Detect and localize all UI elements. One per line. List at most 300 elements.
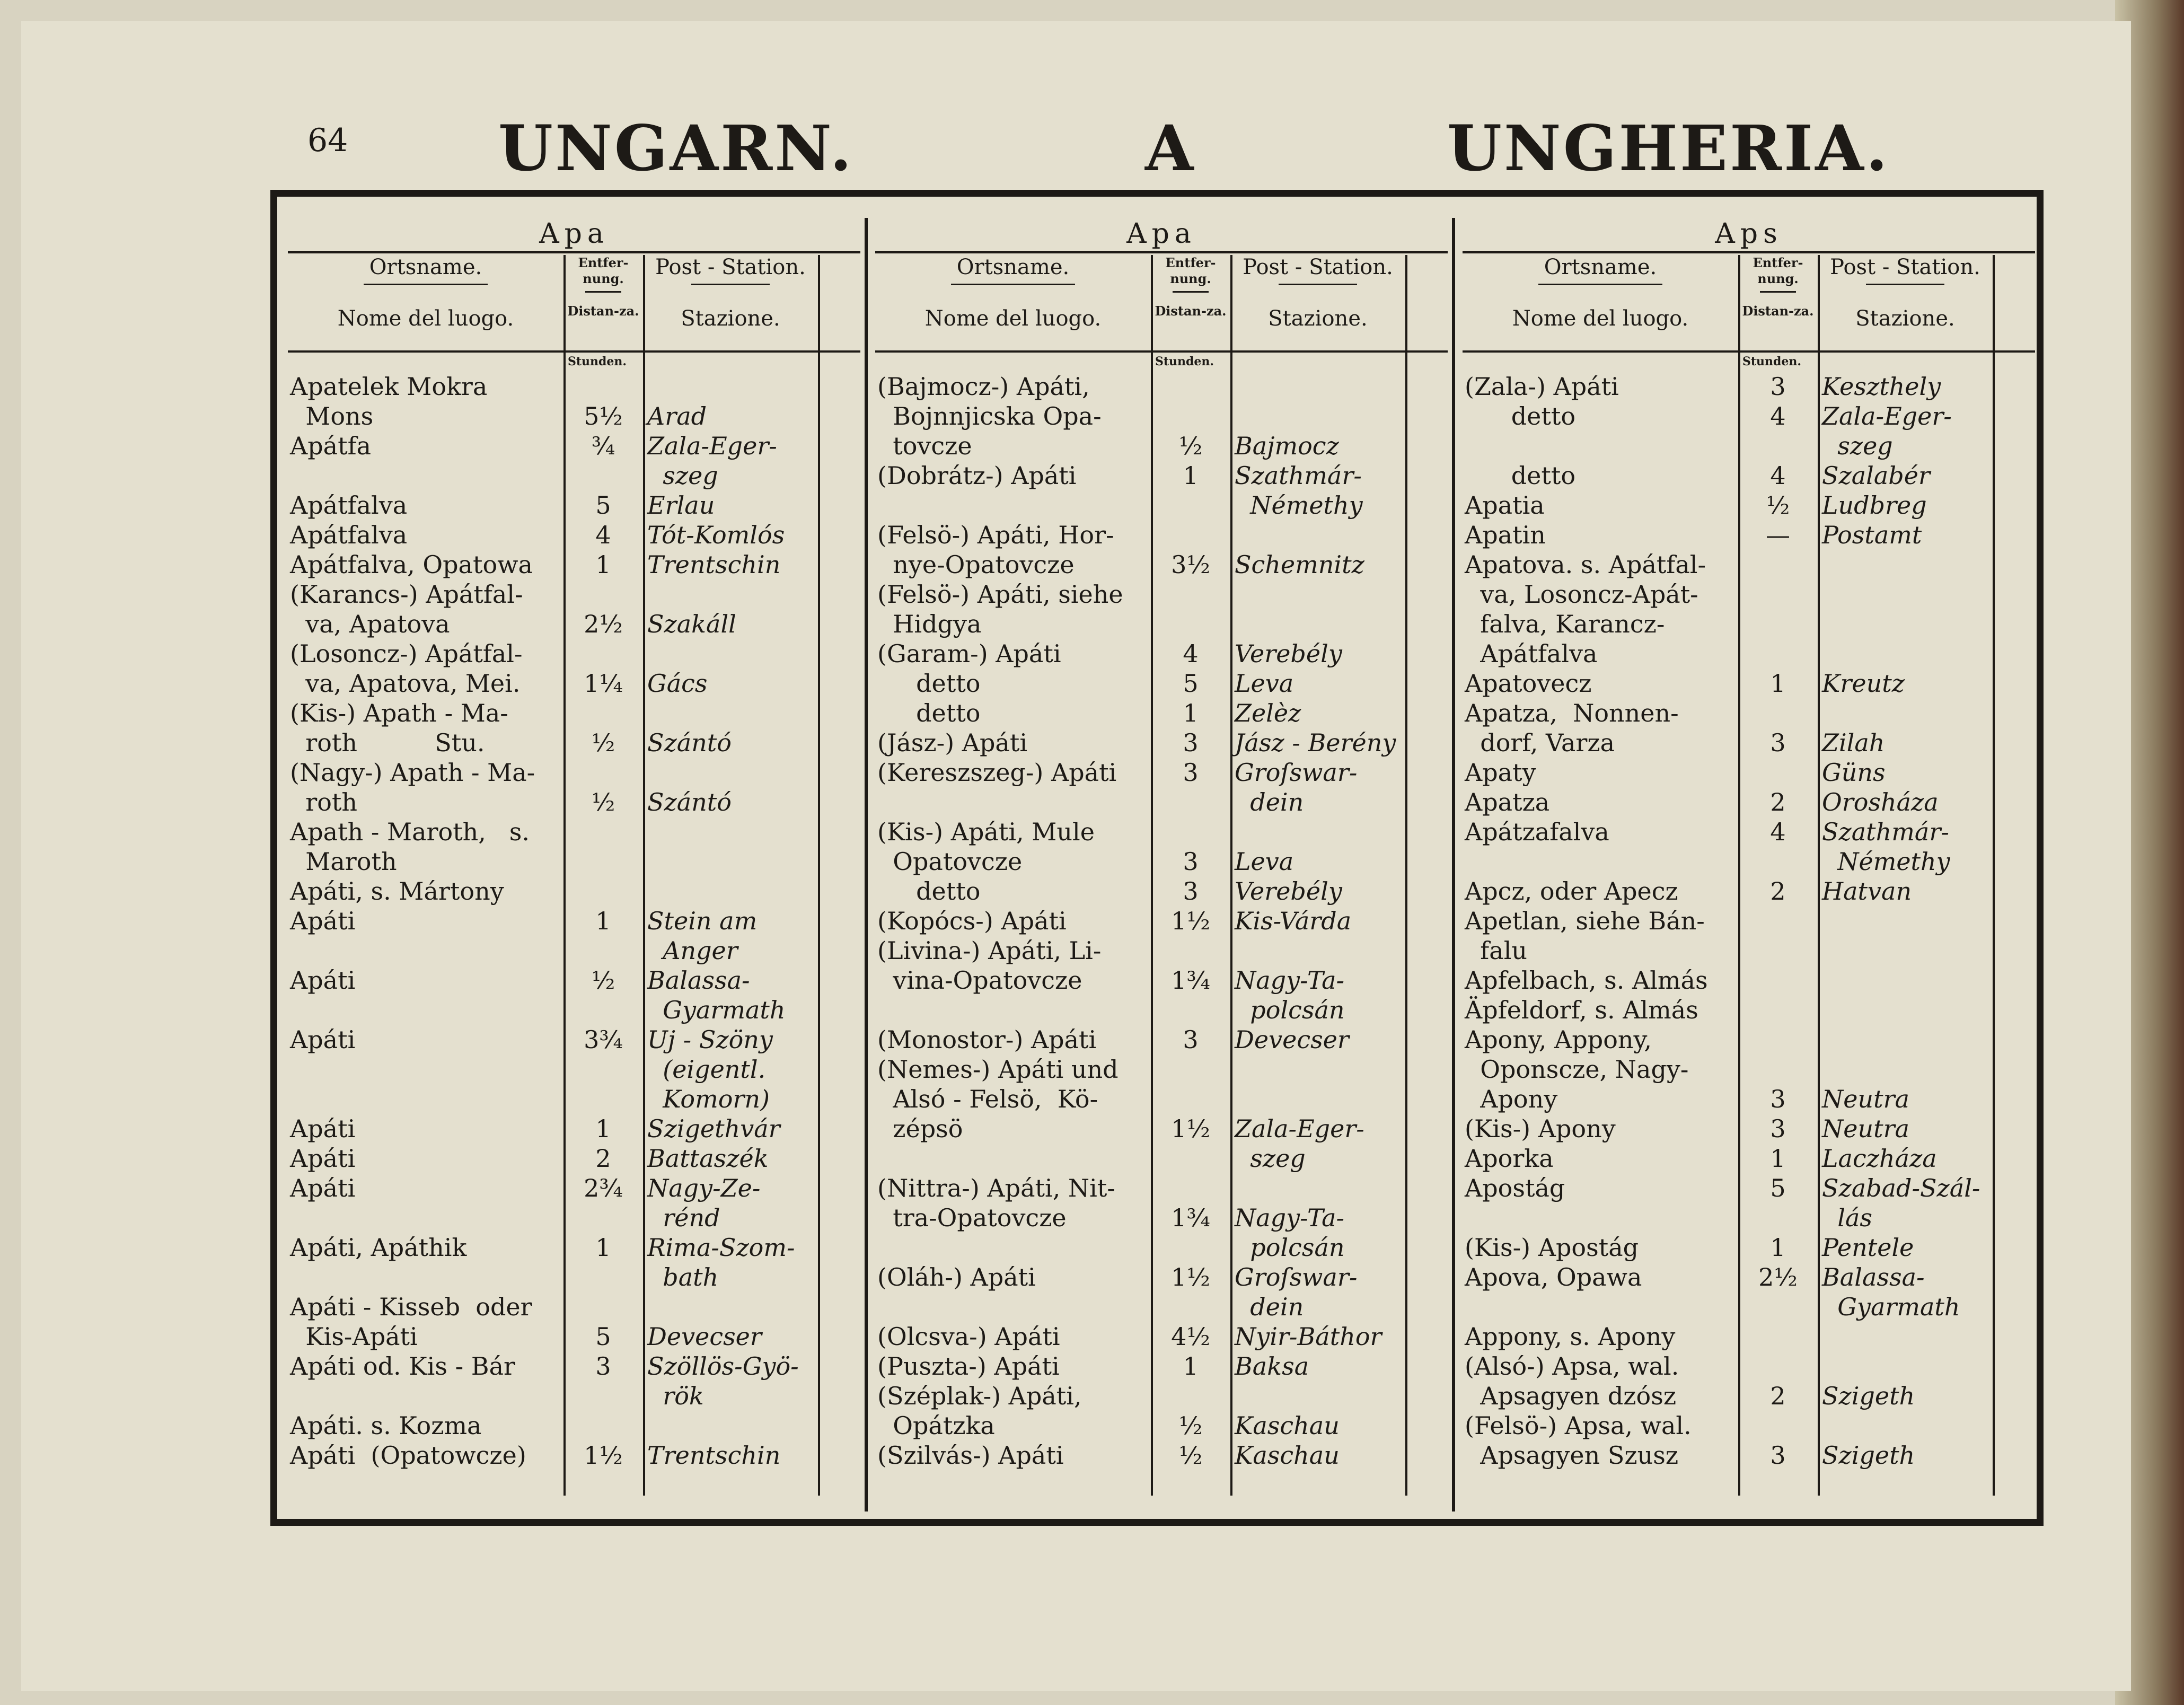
table-row xyxy=(875,1440,1448,1470)
post-station: (eigentl. xyxy=(647,1055,766,1084)
place-name: Apetlan, siehe Bán- xyxy=(1465,907,1705,935)
table-frame xyxy=(270,190,2044,1526)
distance-value: 4 xyxy=(1770,818,1786,846)
table-row xyxy=(1463,1292,2035,1322)
place-name: Bojnnjicska Opa- xyxy=(877,402,1102,430)
table-row xyxy=(288,609,860,639)
place-name: Kis-Apáti xyxy=(290,1322,418,1351)
table-row xyxy=(1463,372,2035,401)
post-station: szeg xyxy=(1822,432,1893,460)
post-station: Szöllös-Gyö- xyxy=(647,1352,799,1381)
table-row xyxy=(1463,906,2035,936)
post-station: Nagy-Ze- xyxy=(647,1174,761,1202)
distance-value: ½ xyxy=(1178,1411,1203,1440)
post-station: Zala-Eger- xyxy=(1822,402,1952,430)
place-name: Apáti - Kisseb oder xyxy=(290,1293,532,1321)
table-row xyxy=(1463,1173,2035,1203)
place-name: Äpfeldorf, s. Almás xyxy=(1465,996,1698,1024)
place-name: Apatin xyxy=(1465,521,1546,549)
table-row xyxy=(875,758,1448,787)
place-name: tra-Opatovcze xyxy=(877,1203,1067,1232)
table-row xyxy=(1463,1114,2035,1144)
table-row xyxy=(875,1233,1448,1262)
table-row xyxy=(288,1084,860,1114)
place-name: Apcz, oder Apecz xyxy=(1465,877,1678,906)
place-name: Apsagyen dzósz xyxy=(1465,1382,1677,1410)
distance-value: ½ xyxy=(591,788,615,816)
table-row xyxy=(288,372,860,401)
table-row xyxy=(1463,1351,2035,1381)
place-name: zépsö xyxy=(877,1114,963,1143)
place-name: Apáti, Apáthik xyxy=(290,1233,467,1262)
place-name: (Garam-) Apáti xyxy=(877,639,1061,668)
header-rule xyxy=(951,284,1075,285)
table-row xyxy=(1463,1233,2035,1262)
table-row xyxy=(875,669,1448,698)
post-station: Szántó xyxy=(647,728,732,757)
place-name: falva, Karancz- xyxy=(1465,610,1665,638)
header-dist-it: Distan-za. xyxy=(1155,303,1227,319)
table-row xyxy=(875,1025,1448,1054)
table-row xyxy=(875,461,1448,490)
distance-value: 3 xyxy=(1770,1114,1786,1143)
place-name: Apáti xyxy=(290,907,356,935)
post-station: Pentele xyxy=(1822,1233,1914,1262)
place-name: Apony xyxy=(1465,1085,1558,1113)
place-name: (Dobrátz-) Apáti xyxy=(877,461,1077,490)
place-name: Apáti od. Kis - Bár xyxy=(290,1352,515,1381)
distance-value: — xyxy=(1766,521,1790,549)
table-row xyxy=(288,1351,860,1381)
table-row xyxy=(1463,1411,2035,1440)
table-row xyxy=(288,1440,860,1470)
header-bottom-rule xyxy=(1463,350,2035,353)
table-row xyxy=(875,728,1448,758)
post-station: Szathmár- xyxy=(1822,818,1949,846)
place-name: (Bajmocz-) Apáti, xyxy=(877,372,1090,401)
header-rule xyxy=(1279,284,1358,285)
table-row xyxy=(1463,876,2035,906)
place-name: detto xyxy=(877,669,981,698)
place-name: (Alsó-) Apsa, wal. xyxy=(1465,1352,1679,1381)
table-row xyxy=(288,758,860,787)
place-name: Apatova. s. Apátfal- xyxy=(1465,550,1706,579)
table-row xyxy=(875,1203,1448,1233)
distance-value: 2¾ xyxy=(584,1174,623,1202)
place-name: falu xyxy=(1465,936,1528,965)
header-rule xyxy=(691,284,770,285)
distance-value: 5 xyxy=(1770,1174,1786,1202)
distance-value: 4 xyxy=(1770,402,1786,430)
place-name: Aporka xyxy=(1465,1144,1554,1173)
table-row xyxy=(875,1292,1448,1322)
place-name: vina-Opatovcze xyxy=(877,966,1082,995)
place-name: (Kopócs-) Apáti xyxy=(877,907,1067,935)
header-distance xyxy=(563,255,643,319)
post-station: Szigeth xyxy=(1822,1441,1915,1470)
distance-value: ½ xyxy=(1178,432,1203,460)
block-divider xyxy=(865,218,868,1511)
post-station: Neutra xyxy=(1822,1085,1909,1113)
table-row xyxy=(288,1114,860,1144)
distance-value: 3 xyxy=(1770,1085,1786,1113)
place-name: dorf, Varza xyxy=(1465,728,1615,757)
place-name: Apatza, Nonnen- xyxy=(1465,699,1679,727)
table-row xyxy=(875,550,1448,579)
table-row xyxy=(288,906,860,936)
distance-value: 3 xyxy=(1183,728,1199,757)
table-row xyxy=(288,1203,860,1233)
distance-value: 4 xyxy=(1770,461,1786,490)
table-row xyxy=(875,965,1448,995)
table-row xyxy=(875,1262,1448,1292)
table-row xyxy=(875,1351,1448,1381)
distance-value: 5 xyxy=(595,491,611,520)
table-row xyxy=(875,401,1448,431)
place-name: Apostág xyxy=(1465,1174,1565,1202)
table-row xyxy=(1463,787,2035,817)
table-row xyxy=(875,490,1448,520)
place-name: va, Losoncz-Apát- xyxy=(1465,580,1698,609)
table-row xyxy=(875,372,1448,401)
distance-value: 1 xyxy=(595,550,611,579)
post-station: szeg xyxy=(647,461,718,490)
place-name: (Kis-) Apáti, Mule xyxy=(877,818,1095,846)
table-row xyxy=(875,698,1448,728)
header-place xyxy=(875,255,1151,331)
distance-value: 2 xyxy=(595,1144,611,1173)
header-distance xyxy=(1151,255,1230,319)
header-distance xyxy=(1738,255,1818,319)
block-title: Aps xyxy=(1463,218,2035,253)
distance-value: 3 xyxy=(1183,1025,1199,1054)
place-name: Apatelek Mokra xyxy=(290,372,488,401)
place-name: Hidgya xyxy=(877,610,982,638)
place-name: Apáti xyxy=(290,1114,356,1143)
place-name: Apátzafalva xyxy=(1465,818,1609,846)
header-station-de: Post - Station. xyxy=(655,255,806,279)
distance-value: 3 xyxy=(595,1352,611,1381)
header-dist-de: Entfer-nung. xyxy=(1753,255,1803,286)
distance-value: 1½ xyxy=(1171,1114,1210,1143)
table-row xyxy=(1463,550,2035,579)
header-place xyxy=(288,255,563,331)
distance-value: 1½ xyxy=(1171,907,1210,935)
table-row xyxy=(288,1054,860,1084)
distance-value: 1½ xyxy=(1171,1263,1210,1291)
table-row xyxy=(875,995,1448,1025)
post-station: Devecser xyxy=(647,1322,762,1351)
header-bottom-rule xyxy=(288,350,860,353)
page-number: 64 xyxy=(307,122,348,159)
table-row xyxy=(288,1292,860,1322)
table-row xyxy=(1463,1322,2035,1351)
place-name: Apony, Appony, xyxy=(1465,1025,1652,1054)
place-name: (Kis-) Apath - Ma- xyxy=(290,699,508,727)
distance-value: 2 xyxy=(1770,877,1786,906)
table-row xyxy=(288,995,860,1025)
post-station: rénd xyxy=(647,1203,720,1232)
header-rule xyxy=(1760,291,1796,293)
place-name: Apáti xyxy=(290,1144,356,1173)
table-row xyxy=(1463,520,2035,550)
place-name: va, Apatova, Mei. xyxy=(290,669,521,698)
post-station: Neutra xyxy=(1822,1114,1909,1143)
place-name: va, Apatova xyxy=(290,610,450,638)
header-station-it: Stazione. xyxy=(681,306,780,331)
post-station: dein xyxy=(1235,788,1304,816)
post-station: bath xyxy=(647,1263,719,1291)
place-name: (Felsö-) Apáti, siehe xyxy=(877,580,1123,609)
header-station xyxy=(643,255,818,331)
post-station: Arad xyxy=(647,402,707,430)
table-row xyxy=(1463,1381,2035,1411)
table-row xyxy=(1463,1203,2035,1233)
post-station: Hatvan xyxy=(1822,877,1912,906)
place-name: (Nemes-) Apáti und xyxy=(877,1055,1119,1084)
header-place-de: Ortsname. xyxy=(956,255,1070,279)
place-name: (Jász-) Apáti xyxy=(877,728,1028,757)
post-station: Groſswar- xyxy=(1235,758,1358,787)
table-row xyxy=(288,1025,860,1054)
block-divider xyxy=(1452,218,1455,1511)
distance-value: 1 xyxy=(1183,699,1199,727)
place-name: Opátzka xyxy=(877,1411,995,1440)
table-row xyxy=(1463,579,2035,609)
table-row xyxy=(1463,1440,2035,1470)
table-row xyxy=(875,787,1448,817)
table-row xyxy=(288,1381,860,1411)
unit-label: Stunden. xyxy=(1155,355,1214,368)
distance-value: 3 xyxy=(1183,877,1199,906)
post-station: polcsán xyxy=(1235,1233,1345,1262)
place-name: Apath - Maroth, s. xyxy=(290,818,530,846)
table-row xyxy=(875,1114,1448,1144)
post-station: Nagy-Ta- xyxy=(1235,1203,1345,1232)
table-row xyxy=(875,1322,1448,1351)
table-row xyxy=(875,1411,1448,1440)
table-row xyxy=(1463,1144,2035,1173)
header-dist-it: Distan-za. xyxy=(567,303,639,319)
post-station: Groſswar- xyxy=(1235,1263,1358,1291)
table-row xyxy=(1463,669,2035,698)
place-name: (Puszta-) Apáti xyxy=(877,1352,1060,1381)
table-row xyxy=(288,728,860,758)
post-station: Zelèz xyxy=(1235,699,1301,727)
distance-value: 1 xyxy=(1183,461,1199,490)
place-name: (Felsö-) Apsa, wal. xyxy=(1465,1411,1692,1440)
unit-label: Stunden. xyxy=(568,355,627,368)
table-row xyxy=(288,817,860,847)
post-station: Zilah xyxy=(1822,728,1885,757)
header-station-de: Post - Station. xyxy=(1243,255,1393,279)
post-station: Szathmár- xyxy=(1235,461,1362,490)
place-name: detto xyxy=(877,699,981,727)
post-station: Anger xyxy=(647,936,738,965)
table-row xyxy=(1463,847,2035,876)
post-station: szeg xyxy=(1235,1144,1306,1173)
post-station: Kreutz xyxy=(1822,669,1905,698)
place-name: (Oláh-) Apáti xyxy=(877,1263,1036,1291)
place-name: (Felsö-) Apáti, Hor- xyxy=(877,521,1114,549)
distance-value: 1 xyxy=(595,907,611,935)
header-rule xyxy=(364,284,488,285)
table-row xyxy=(1463,698,2035,728)
table-row xyxy=(1463,1025,2035,1054)
distance-value: 3 xyxy=(1183,847,1199,876)
post-station: Balassa- xyxy=(647,966,750,995)
header-rule xyxy=(1538,284,1662,285)
table-row xyxy=(875,847,1448,876)
table-row xyxy=(875,936,1448,965)
table-row xyxy=(1463,490,2035,520)
place-name: Apátfalva xyxy=(290,521,408,549)
distance-value: 3½ xyxy=(1171,550,1210,579)
place-name: Maroth xyxy=(290,847,397,876)
place-name: tovcze xyxy=(877,432,972,460)
table-row xyxy=(1463,639,2035,669)
place-name: (Nagy-) Apath - Ma- xyxy=(290,758,535,787)
post-station: Postamt xyxy=(1822,521,1922,549)
header-dist-it: Distan-za. xyxy=(1742,303,1814,319)
post-station: Gyarmath xyxy=(647,996,786,1024)
distance-value: 3 xyxy=(1183,758,1199,787)
post-station: Nagy-Ta- xyxy=(1235,966,1345,995)
table-row xyxy=(288,401,860,431)
table-row xyxy=(1463,1262,2035,1292)
book-page xyxy=(21,21,2131,1691)
table-row xyxy=(288,431,860,461)
table-row xyxy=(875,1173,1448,1203)
header-place-it: Nome del luogo. xyxy=(924,306,1102,331)
place-name: Apáti (Opatowcze) xyxy=(290,1441,526,1470)
table-row xyxy=(1463,995,2035,1025)
place-name: Apáti xyxy=(290,1174,356,1202)
post-station: Trentschin xyxy=(647,550,781,579)
place-name: Apatza xyxy=(1465,788,1550,816)
distance-value: 1 xyxy=(1770,1144,1786,1173)
table-row xyxy=(875,906,1448,936)
post-station: Kaschau xyxy=(1235,1441,1340,1470)
distance-value: 4½ xyxy=(1171,1322,1210,1351)
table-row xyxy=(288,1233,860,1262)
post-station: Zala-Eger- xyxy=(647,432,777,460)
distance-value: 3 xyxy=(1770,1441,1786,1470)
place-name: Apátfalva, Opatowa xyxy=(290,550,533,579)
place-name: Oponscze, Nagy- xyxy=(1465,1055,1689,1084)
post-station: Leva xyxy=(1235,669,1294,698)
table-row xyxy=(288,550,860,579)
column-block xyxy=(875,218,1448,1511)
header-rule xyxy=(1173,291,1209,293)
column-block xyxy=(288,218,860,1511)
place-name: Apatovecz xyxy=(1465,669,1592,698)
post-station: Trentschin xyxy=(647,1441,781,1470)
place-name: (Szilvás-) Apáti xyxy=(877,1441,1064,1470)
place-name: (Kis-) Apony xyxy=(1465,1114,1616,1143)
header-place-it: Nome del luogo. xyxy=(1512,306,1689,331)
place-name: detto xyxy=(1465,402,1576,430)
post-station: Bajmocz xyxy=(1235,432,1339,460)
header-station xyxy=(1818,255,1993,331)
table-row xyxy=(288,1411,860,1440)
distance-value: ¾ xyxy=(591,432,615,460)
table-row xyxy=(288,1262,860,1292)
post-station: Uj - Szöny xyxy=(647,1025,773,1054)
table-row xyxy=(288,1144,860,1173)
table-row xyxy=(1463,401,2035,431)
header-station xyxy=(1230,255,1405,331)
header-dist-de: Entfer-nung. xyxy=(578,255,629,286)
post-station: Nyir-Báthor xyxy=(1235,1322,1382,1351)
post-station: Laczháza xyxy=(1822,1144,1937,1173)
place-name: Apatia xyxy=(1465,491,1545,520)
place-name: Apáti xyxy=(290,1025,356,1054)
place-name: Apova, Opawa xyxy=(1465,1263,1642,1291)
post-station: dein xyxy=(1235,1293,1304,1321)
table-row xyxy=(875,1381,1448,1411)
place-name: Opatovcze xyxy=(877,847,1023,876)
table-row xyxy=(1463,431,2035,461)
header-rule xyxy=(1866,284,1945,285)
post-station: Szigethvár xyxy=(647,1114,780,1143)
post-station: Jász - Berény xyxy=(1235,728,1396,757)
table-row xyxy=(1463,461,2035,490)
post-station: Verebély xyxy=(1235,877,1342,906)
table-row xyxy=(875,1144,1448,1173)
place-name: Apaty xyxy=(1465,758,1536,787)
table-row xyxy=(288,876,860,906)
place-name: roth xyxy=(290,788,358,816)
table-row xyxy=(288,936,860,965)
post-station: Gács xyxy=(647,669,708,698)
post-station: Verebély xyxy=(1235,639,1342,668)
post-station: Szabad-Szál- xyxy=(1822,1174,1980,1202)
header-rule xyxy=(585,291,621,293)
place-name: Apátfalva xyxy=(290,491,408,520)
table-row xyxy=(288,639,860,669)
table-row xyxy=(1463,1084,2035,1114)
header-place-it: Nome del luogo. xyxy=(337,306,514,331)
post-station: Keszthely xyxy=(1822,372,1941,401)
table-row xyxy=(288,698,860,728)
place-name: (Losoncz-) Apátfal- xyxy=(290,639,523,668)
post-station: Battaszék xyxy=(647,1144,769,1173)
place-name: Apáti. s. Kozma xyxy=(290,1411,482,1440)
title-italian: UNGHERIA. xyxy=(1447,111,1890,185)
table-row xyxy=(875,1084,1448,1114)
table-row xyxy=(288,1173,860,1203)
place-name: (Kereszszeg-) Apáti xyxy=(877,758,1117,787)
post-station: Szántó xyxy=(647,788,732,816)
table-row xyxy=(875,639,1448,669)
post-station: Ludbreg xyxy=(1822,491,1927,520)
place-name: roth Stu. xyxy=(290,728,485,757)
table-row xyxy=(288,965,860,995)
table-row xyxy=(288,579,860,609)
table-row xyxy=(1463,758,2035,787)
table-row xyxy=(288,1322,860,1351)
place-name: (Széplak-) Apáti, xyxy=(877,1382,1082,1410)
post-station: Szigeth xyxy=(1822,1382,1915,1410)
distance-value: 4 xyxy=(595,521,611,549)
post-station: Némethy xyxy=(1822,847,1950,876)
header-station-de: Post - Station. xyxy=(1830,255,1980,279)
place-name: detto xyxy=(877,877,981,906)
post-station: Rima-Szom- xyxy=(647,1233,795,1262)
header-place-de: Ortsname. xyxy=(1544,255,1657,279)
distance-value: 1 xyxy=(595,1114,611,1143)
